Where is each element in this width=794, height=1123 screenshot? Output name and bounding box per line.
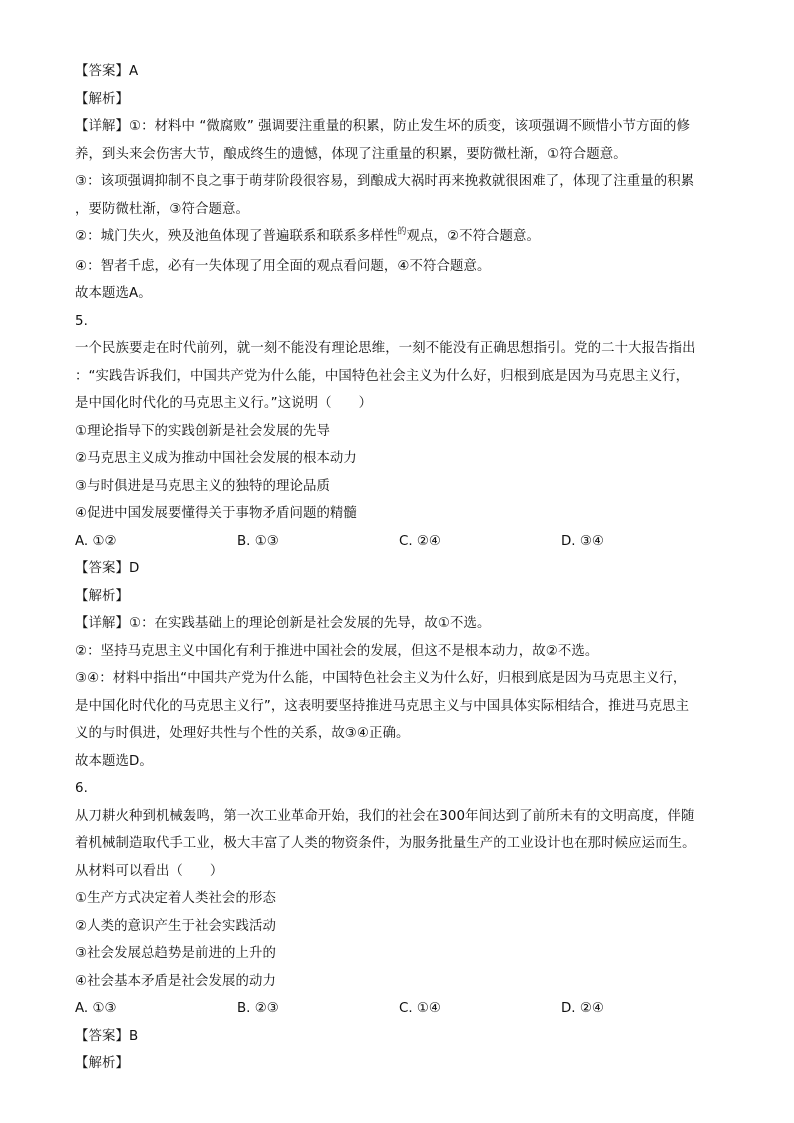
q4-conclusion: 故本题选A。: [75, 286, 152, 301]
q4-detail-1a: 【详解】①：材料中 “微腐败” 强调要注重量的积累，防止发生坏的质变，该项强调不顾惜小节方面的修: [75, 119, 690, 134]
q5-analysis-heading: 【解析】: [75, 588, 129, 604]
q4-analysis-heading: 【解析】: [75, 91, 129, 107]
q5-detail-2: ②：坚持马克思主义中国化有利于推进中国社会的发展，但这不是根本动力，故②不选。: [75, 643, 599, 659]
q6-item-1: ①生产方式决定着人类社会的形态: [75, 891, 276, 906]
q4-detail-4: ④：智者千虑，必有一失体现了用全面的观点看问题，④不符合题意。: [75, 258, 491, 274]
q5-option-c: C. ②④: [399, 533, 441, 549]
q6-stem-2: 着机械制造取代手工业，极大丰富了人类的物资条件，为服务批量生产的工业设计也在那时候应运而生。: [75, 836, 696, 851]
q5-answer: 【答案】D: [75, 561, 140, 576]
q5-item-1: ①理论指导下的实践创新是社会发展的先导: [75, 423, 330, 439]
q4-detail-2-post: 观点，②不符合题意。: [406, 229, 541, 244]
q4-answer: 【答案】A: [75, 64, 139, 79]
q6-options: [75, 995, 725, 1023]
q5-option-d: D. ③④: [561, 533, 604, 549]
q4-detail-2-sup: 的: [397, 227, 407, 237]
q6-item-4: ④社会基本矛盾是社会发展的动力: [75, 973, 276, 989]
q5-stem-2: ：“实践告诉我们，中国共产党为什么能，中国特色社会主义为什么好，归根到底是因为马克思主义行，: [75, 368, 690, 384]
q6-item-3: ③社会发展总趋势是前进的上升的: [75, 946, 276, 961]
q6-stem-1: 从刀耕火种到机械轰鸣，第一次工业革命开始，我们的社会在300年间达到了前所未有的文明高度，伴随: [75, 808, 695, 824]
q4-detail-3b: ，要防微杜渐，③符合题意。: [75, 201, 249, 217]
q5-detail-1: 【详解】①：在实践基础上的理论创新是社会发展的先导，故①不选。: [75, 616, 491, 631]
q4-detail-2: [75, 223, 725, 253]
document-page: [75, 58, 725, 1078]
q4-detail-1b: 养，到头来会伤害大节，酿成终生的遗憾，体现了注重量的积累，要防微杜渐，①符合题意。: [75, 146, 627, 162]
q5-detail-34b: 是中国化时代化的马克思主义行”，这表明要坚持推进马克思主义与中国具体实际相结合，推进马克思主: [75, 698, 690, 714]
q6-option-c: C. ①④: [399, 1001, 441, 1016]
q5-stem-1: 一个民族要走在时代前列，就一刻不能没有理论思维，一刻不能没有正确思想指引。党的二十大报告指出: [75, 341, 696, 356]
q4-detail-2-pre: ②：城门失火，殃及池鱼体现了普遍联系和联系多样性: [75, 229, 398, 244]
q6-option-d: D. ②④: [561, 1001, 604, 1016]
q5-detail-34a: ③④：材料中指出“中国共产党为什么能，中国特色社会主义为什么好，归根到底是因为马克思主义行，: [75, 671, 687, 686]
q5-option-b: B. ①③: [237, 533, 279, 549]
q5-item-3: ③与时俱进是马克思主义的独特的理论品质: [75, 478, 330, 494]
q6-number: 6.: [75, 781, 88, 796]
q6-item-2: ②人类的意识产生于社会实践活动: [75, 918, 276, 934]
q5-detail-34c: 义的与时俱进，处理好共性与个性的关系，故③④正确。: [75, 726, 410, 741]
q5-conclusion: 故本题选D。: [75, 753, 153, 769]
q5-options: [75, 528, 725, 556]
q6-option-a: A. ①③: [75, 1001, 117, 1016]
q5-stem-3: 是中国化时代化的马克思主义行。”这说明（ ）: [75, 396, 373, 411]
q5-item-4: ④促进中国发展要懂得关于事物矛盾问题的精髓: [75, 506, 357, 521]
q6-answer: 【答案】B: [75, 1028, 139, 1044]
q5-option-a: A. ①②: [75, 533, 117, 549]
q6-analysis-heading: 【解析】: [75, 1056, 129, 1071]
q5-item-2: ②马克思主义成为推动中国社会发展的根本动力: [75, 451, 357, 466]
q4-detail-3a: ③：该项强调抑制不良之事于萌芽阶段很容易，到酿成大祸时再来挽救就很困难了，体现了注重量的积累: [75, 174, 695, 189]
q6-stem-3: 从材料可以看出（ ）: [75, 863, 224, 879]
q5-number: 5.: [75, 313, 88, 329]
q6-option-b: B. ②③: [237, 1001, 279, 1016]
